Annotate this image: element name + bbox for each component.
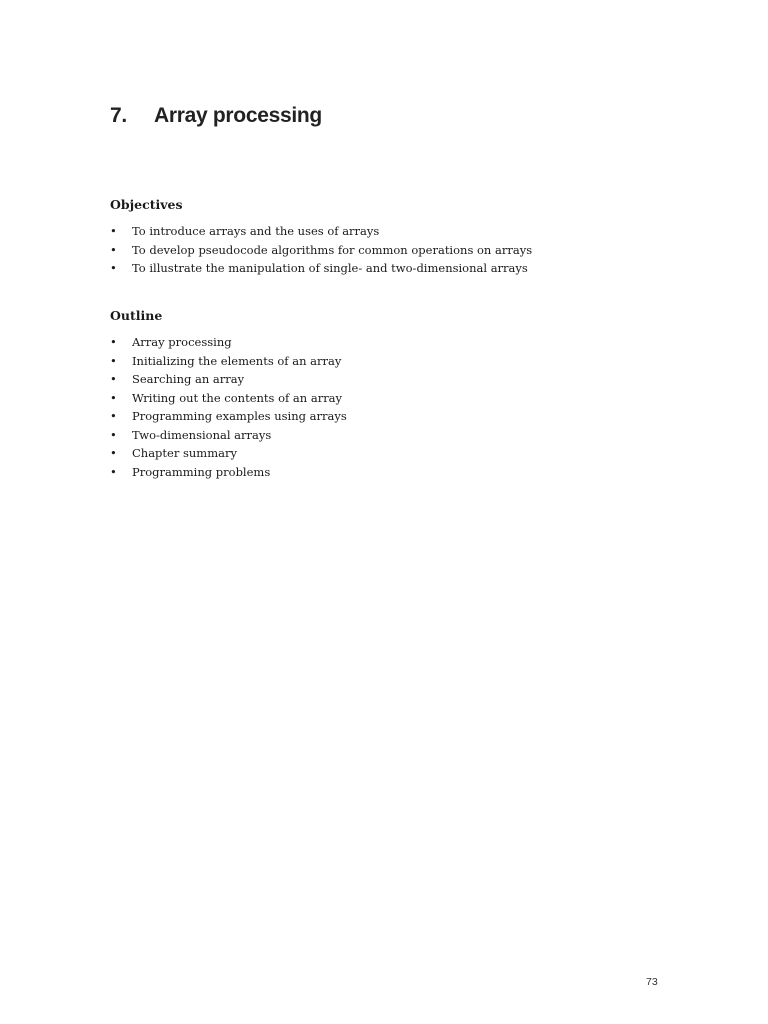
chapter-number: 7. [110,104,127,127]
bullet-icon: • [110,224,117,238]
list-item [110,241,532,260]
bullet-icon: • [110,464,117,479]
bullet-icon: • [110,372,117,386]
bullet-icon: • [110,261,117,275]
outline-list [110,333,347,481]
list-item-text: Programming problems [132,464,271,479]
bullet-icon: • [110,390,117,405]
objectives-list [110,222,532,278]
list-item-text: Initializing the elements of an array [132,353,342,368]
outline-section [110,308,347,481]
objectives-heading: Objectives [110,197,183,212]
list-item-text: To illustrate the manipulation of single- and two-dimensional arrays [132,261,528,275]
bullet-icon: • [110,446,117,460]
list-item-text: Searching an array [132,372,245,386]
list-item-text: Writing out the contents of an array [132,390,343,405]
objectives-section [110,197,532,278]
list-item [110,407,347,426]
bullet-icon: • [110,242,117,257]
outline-heading: Outline [110,308,163,323]
bullet-icon: • [110,409,117,423]
list-item [110,444,347,463]
list-item-text: Two-dimensional arrays [132,427,272,442]
list-item [110,389,347,408]
list-item [110,426,347,445]
list-item-text: Programming examples using arrays [132,409,347,423]
bullet-icon: • [110,427,117,442]
list-item [110,463,347,482]
list-item-text: Chapter summary [132,446,237,460]
list-item-text: To introduce arrays and the uses of arrays [132,224,380,238]
page-number: 73 [646,976,658,988]
list-item-text: To develop pseudocode algorithms for common operations on arrays [132,242,533,257]
list-item [110,333,347,352]
list-item-text: Array processing [132,335,232,349]
list-item [110,259,532,278]
list-item [110,222,532,241]
list-item [110,370,347,389]
bullet-icon: • [110,353,117,368]
chapter-title: Array processing [154,104,322,127]
list-item [110,352,347,371]
bullet-icon: • [110,335,117,349]
chapter-heading [110,104,322,128]
